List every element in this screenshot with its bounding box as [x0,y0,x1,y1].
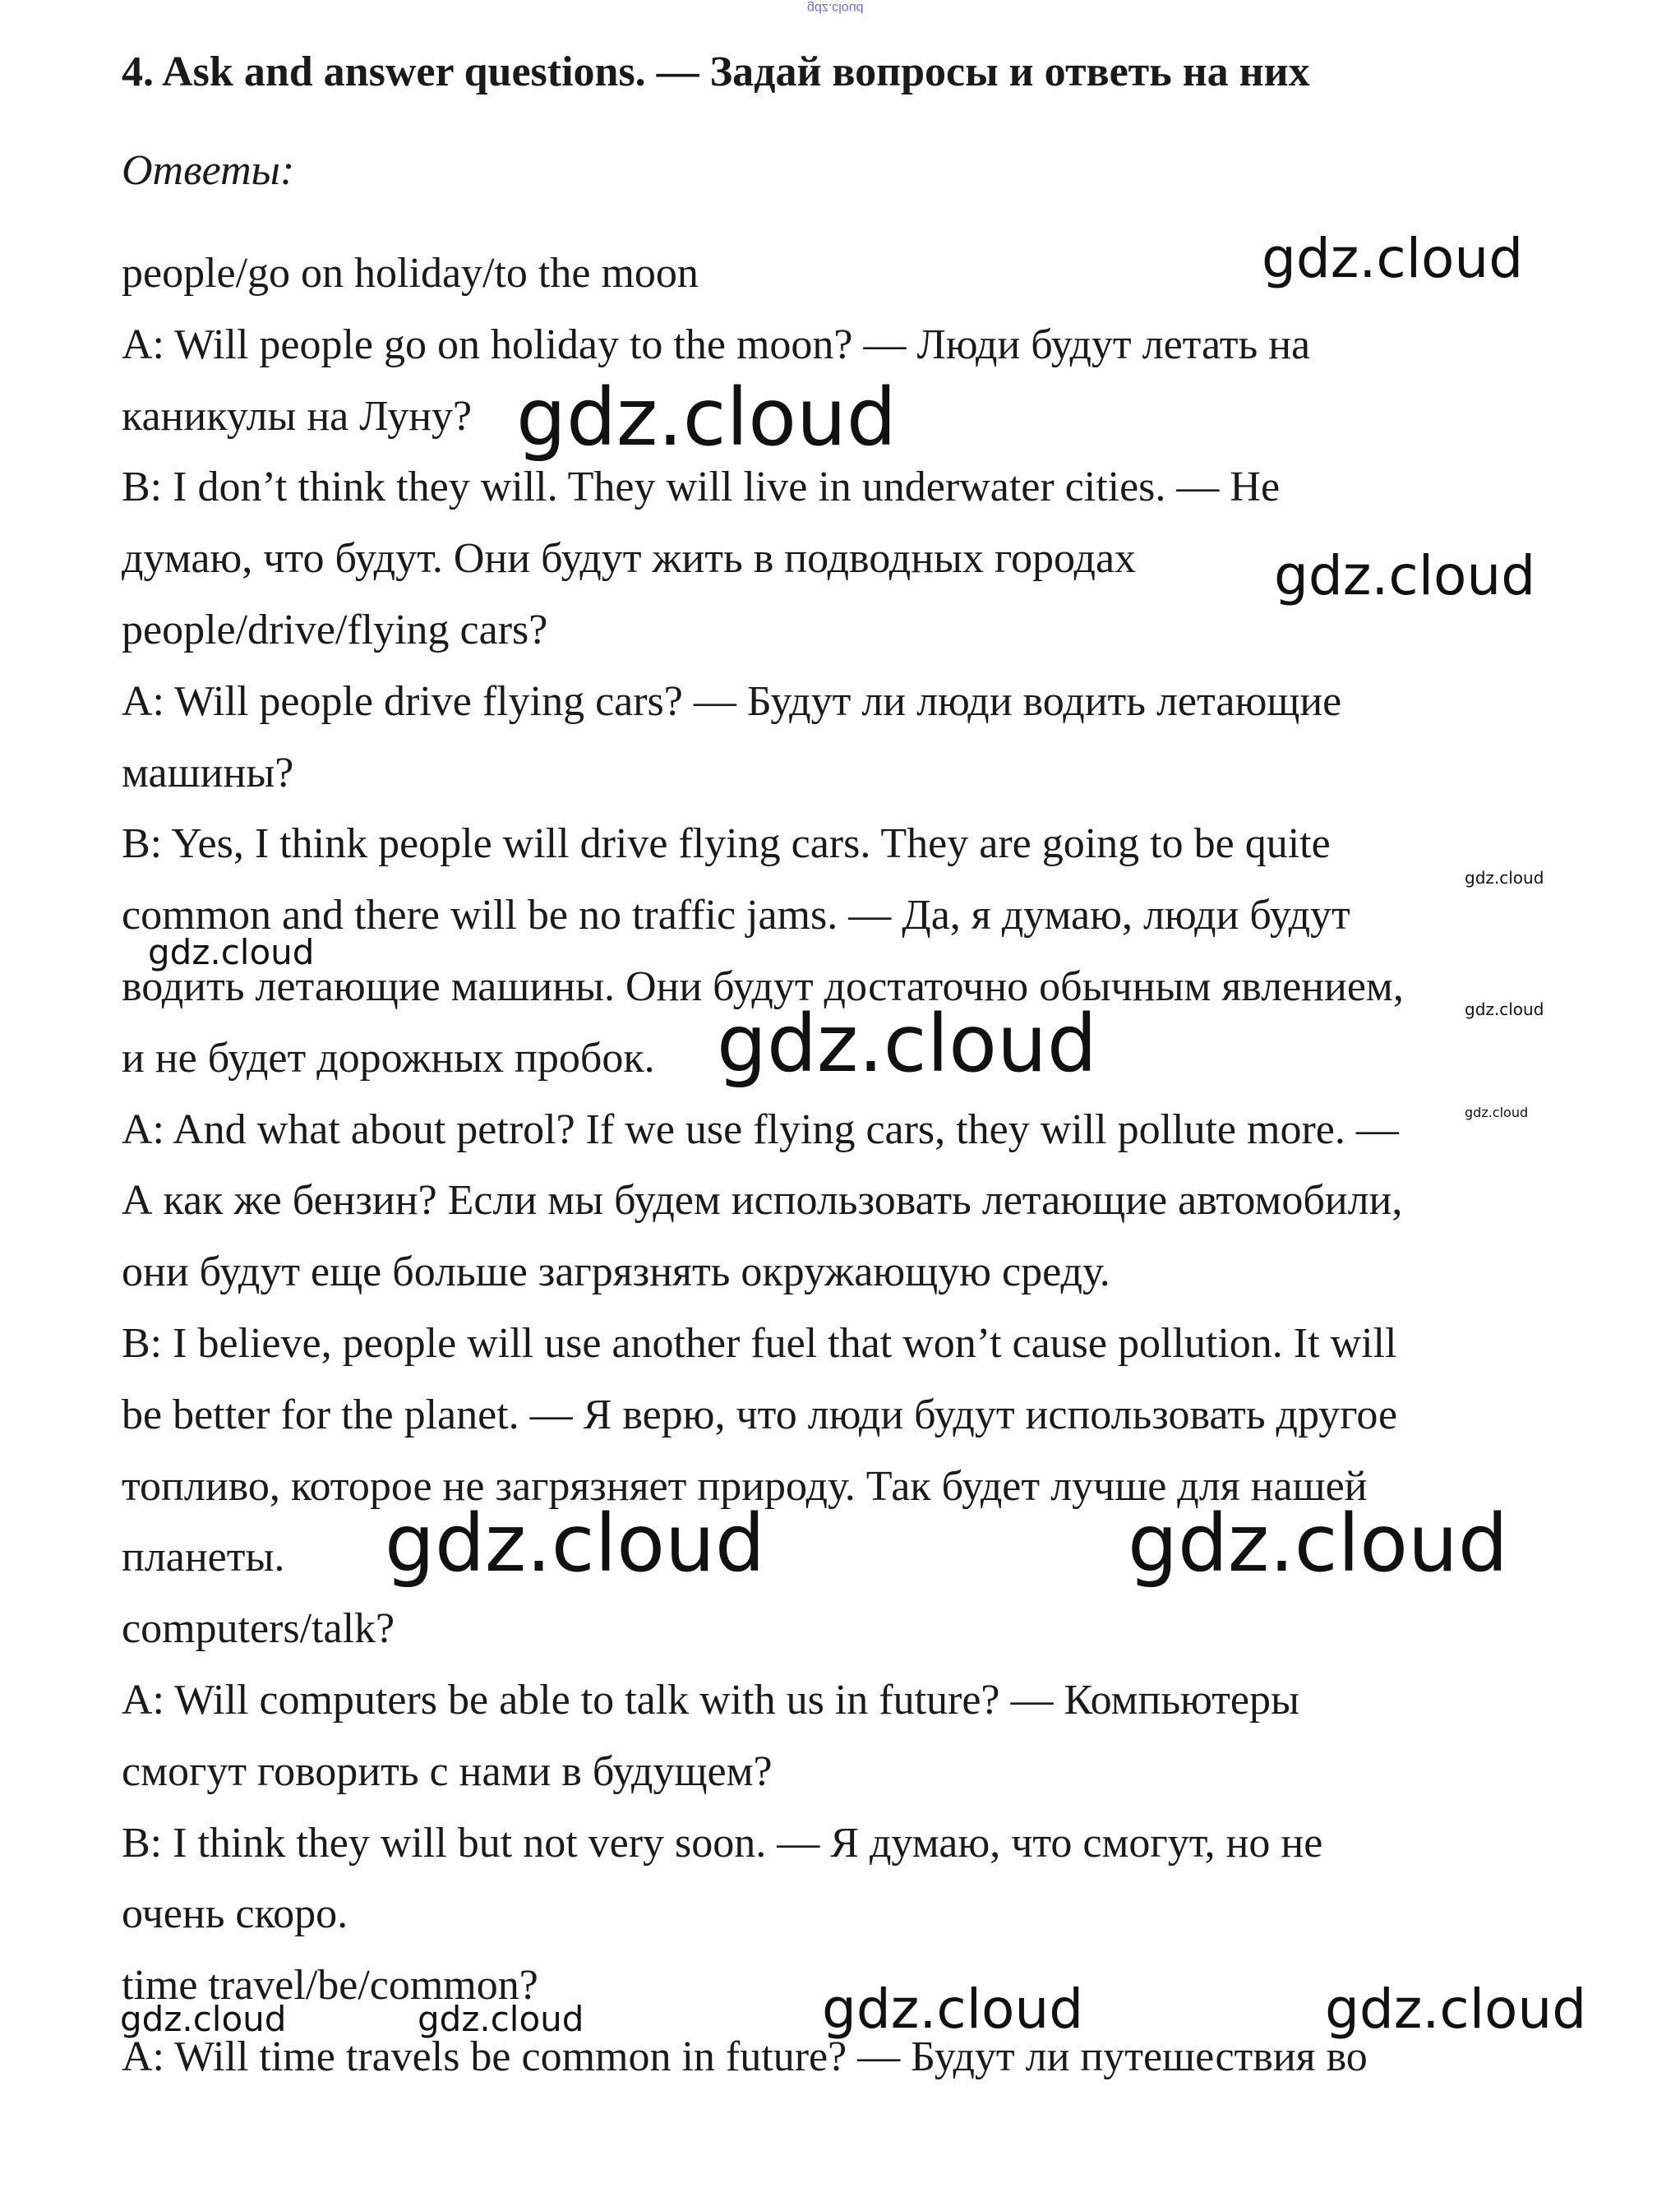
text-line: и не будет дорожных пробок. [122,1034,655,1082]
text-line: B: Yes, I think people will drive flying cars. They are going to be quite [122,820,1331,868]
text-line: A: Will time travels be common in future? — Будут ли путешествия во [122,2033,1368,2080]
exercise-heading: 4. Ask and answer questions. — Задай вопросы и ответь на них [122,48,1310,95]
answers-label: Ответы: [122,147,295,194]
text-line: очень скоро. [122,1890,348,1938]
watermark: gdz.cloud [1274,544,1536,607]
watermark: gdz.cloud [385,1498,765,1590]
text-line: computers/talk? [122,1605,395,1653]
text-line: машины? [122,749,294,796]
text-line: они будут еще больше загрязнять окружающую среду. [122,1248,1110,1296]
text-line: думаю, что будут. Они будут жить в подводных городах [122,535,1137,583]
answer-text [122,238,1585,2093]
watermark: gdz.cloud [822,1978,1084,2041]
watermark: gdz.cloud [1262,227,1524,290]
watermark: gdz.cloud [1465,1105,1529,1120]
watermark: gdz.cloud [1465,999,1544,1019]
text-line: B: I believe, people will use another fuel that won’t cause pollution. It will [122,1319,1397,1367]
text-line: B: I think they will but not very soon. — Я думаю, что смогут, но не [122,1819,1323,1867]
text-line: people/drive/flying cars? [122,606,548,653]
watermark: gdz.cloud [418,1999,584,2039]
text-line: time travel/be/common? [122,1962,538,2010]
text-line: A: Will people go on holiday to the moon? — Люди будут летать на [122,321,1311,368]
watermark: gdz.cloud [120,1999,287,2039]
text-line: be better for the planet. — Я верю, что люди будут использовать другое [122,1391,1398,1438]
text-line: common and there will be no traffic jams. — Да, я думаю, люди будут [122,892,1350,939]
watermark: gdz.cloud [1128,1498,1508,1590]
text-line: планеты. [122,1534,285,1581]
text-line: A: And what about petrol? If we use flying cars, they will pollute more. — [122,1105,1399,1153]
watermark: gdz.cloud [717,998,1097,1090]
top-watermark: gdz.cloud [807,1,864,15]
text-line: каникулы на Луну? [122,392,473,440]
watermark: gdz.cloud [1465,868,1544,888]
text-line: топливо, которое не загрязняет природу. Так будет лучше для нашей [122,1462,1368,1510]
text-line: А как же бензин? Если мы будем использовать летающие автомобили, [122,1177,1403,1225]
text-line: водить летающие машины. Они будут достаточно обычным явлением, [122,962,1404,1010]
watermark: gdz.cloud [148,932,315,972]
text-line: A: Will people drive flying cars? — Будут ли люди водить летающие [122,677,1342,725]
watermark: gdz.cloud [1325,1978,1587,2041]
text-line: A: Will computers be able to talk with us in future? — Компьютеры [122,1676,1299,1724]
text-line: B: I don’t think they will. They will live in underwater cities. — Не [122,464,1281,511]
text-line: смогут говорить с нами в будущем? [122,1747,773,1795]
watermark: gdz.cloud [516,372,897,464]
text-line: people/go on holiday/to the moon [122,250,699,297]
